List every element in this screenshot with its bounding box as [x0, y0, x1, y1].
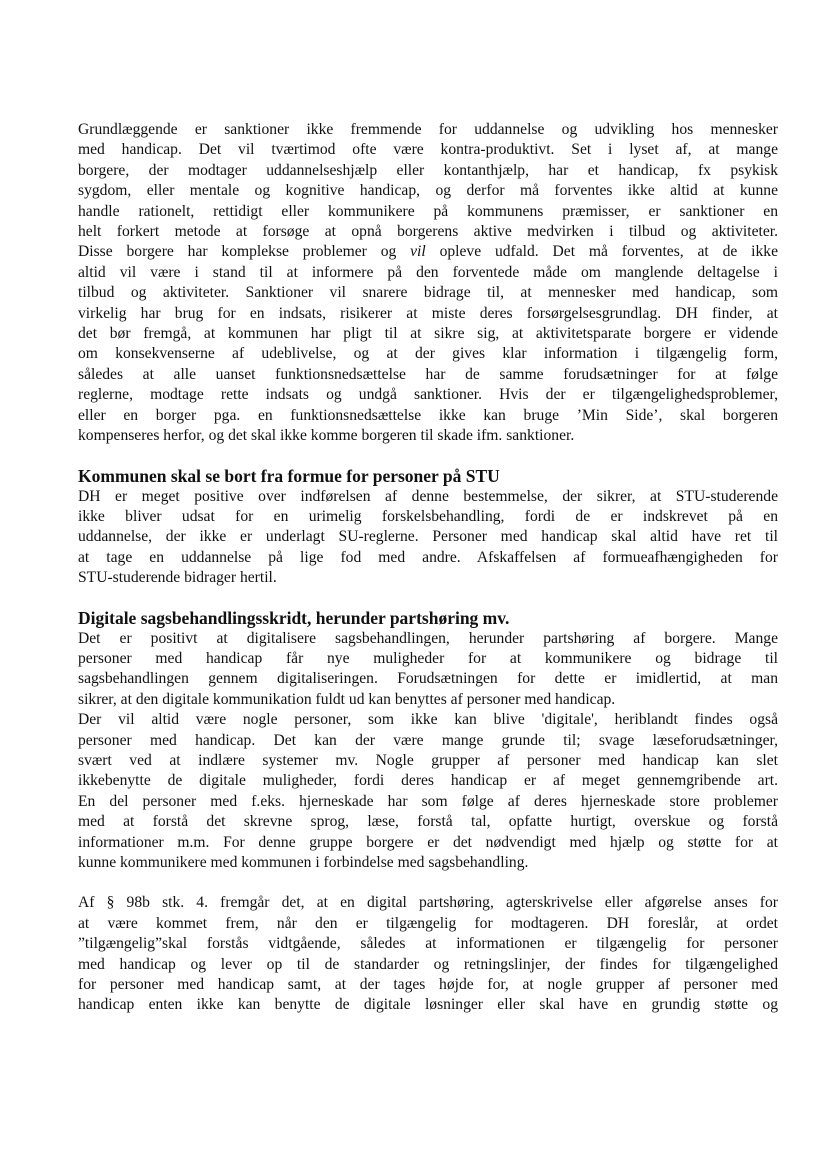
- text-line: at være kommet frem, når den er tilgængelig for modtageren. DH foreslår, at ordet: [78, 914, 778, 932]
- text-line: om konsekvenserne af udeblivelse, og at der gives klar information i tilgængelig form,: [78, 345, 778, 363]
- spacer: [78, 589, 778, 607]
- text-line: sagsbehandlingen gennem digitaliseringen. Forudsætningen for dette er imidlertid, at man: [78, 670, 778, 688]
- text-line: Grundlæggende er sanktioner ikke fremmende for uddannelse og udvikling hos mennesker: [78, 121, 778, 138]
- paragraph-digital: [78, 629, 778, 874]
- text-line: handicap enten ikke kan benytte de digitale løsninger eller skal have en grundig støtte og: [78, 996, 778, 1014]
- text-line: uddannelse, der ikke er underlagt SU-reglerne. Personer med handicap skal altid have ret til: [78, 528, 778, 546]
- text-line: personer med handicap. Det kan der være mange grunde til; svage læseforudsætninger,: [78, 731, 778, 749]
- text-line: helt forkert metode at forsøge at opnå borgerens aktive medvirken i tilbud og aktiviteter.: [78, 223, 778, 241]
- text-line: borgere, der modtager uddannelseshjælp eller kontanthjælp, har et handicap, fx psykisk: [78, 161, 778, 179]
- text-line: DH er meget positive over indførelsen af denne bestemmelse, der sikrer, at STU-studerende: [78, 487, 778, 505]
- text-line: for personer med handicap samt, at der tages højde for, at nogle grupper af personer med: [78, 976, 778, 994]
- text-line: det bør fremgå, at kommunen har pligt til at sikre sig, at aktivitetsparate borgere er vidende: [78, 325, 778, 343]
- text-line: med at forstå det skrevne sprog, læse, forstå tal, opfatte hurtigt, overskue og forstå: [78, 813, 778, 831]
- text-line: med handicap. Det vil tværtimod ofte være kontra-produktivt. Set i lyset af, at mange: [78, 141, 778, 159]
- text-line: at tage en uddannelse på lige fod med andre. Afskaffelsen af formueafhængigheden for: [78, 548, 778, 566]
- paragraph-sanctions: [78, 120, 778, 447]
- text-line: svært ved at indlære systemer mv. Nogle grupper af personer med handicap kan slet: [78, 751, 778, 769]
- text-fragment: Disse borgere har komplekse problemer og: [78, 243, 411, 261]
- text-line: kompenseres herfor, og det skal ikke komme borgeren til skade ifm. sanktioner.: [78, 427, 575, 445]
- text-line: ikke bliver udsat for en urimelig forskelsbehandling, fordi de er indskrevet på en: [78, 507, 778, 525]
- text-line: personer med handicap får nye muligheder for at kommunikere og bidrage til: [78, 649, 778, 667]
- spacer: [78, 447, 778, 465]
- text-line: reglerne, modtage rette indsats og undgå sanktioner. Hvis der er tilgængelighedsproblemer,: [78, 386, 778, 404]
- text-line: eller en borger pga. en funktionsnedsættelse ikke kan bruge ’Min Side’, skal borgeren: [78, 406, 778, 424]
- section-heading-stu: Kommunen skal se bort fra formue for personer på STU: [78, 465, 500, 486]
- spacer: [78, 873, 778, 893]
- paragraph-98b: [78, 893, 778, 1015]
- text-line: Det er positivt at digitalisere sagsbehandlingen, herunder partshøring af borgere. Mange: [78, 629, 778, 647]
- paragraph-stu: [78, 487, 778, 589]
- text-line: En del personer med f.eks. hjerneskade har som følge af deres hjerneskade store problemer: [78, 792, 778, 810]
- text-line: således at alle uanset funktionsnedsættelse har de samme forudsætninger for at følge: [78, 365, 778, 383]
- text-line: med handicap og lever op til de standarder og retningslinjer, der findes for tilgængelighed: [78, 955, 778, 973]
- text-line: handle rationelt, rettidigt eller kommunikere på kommunens præmisser, er sanktioner en: [78, 202, 778, 220]
- text-fragment: opleve udfald. Det må forventes, at de ikke: [425, 243, 778, 261]
- emphasis-text: vil: [410, 243, 426, 261]
- document-page: [78, 120, 778, 1016]
- text-line: STU-studerende bidrager hertil.: [78, 569, 277, 587]
- text-line: informationer m.m. For denne gruppe borgere er det nødvendigt med hjælp og støtte for at: [78, 833, 778, 851]
- text-line: tilbud og aktiviteter. Sanktioner vil snarere bidrage til, at mennesker med handicap, som: [78, 284, 778, 302]
- text-line: Der vil altid være nogle personer, som ikke kan blive 'digitale', heriblandt findes også: [78, 711, 778, 729]
- text-line: Af § 98b stk. 4. fremgår det, at en digital partshøring, agterskrivelse eller afgørelse anses for: [78, 894, 778, 912]
- text-line: ”tilgængelig”skal forstås vidtgående, således at informationen er tilgængelig for personer: [78, 935, 778, 953]
- text-line: sygdom, eller mentale og kognitive handicap, og derfor må forventes ikke altid at kunne: [78, 182, 778, 200]
- text-line: ikkebenytte de digitale muligheder, fordi deres handicap er af meget gennemgribende art.: [78, 772, 778, 790]
- text-line: kunne kommunikere med kommunen i forbindelse med sagsbehandling.: [78, 854, 529, 871]
- text-line: altid vil være i stand til at informere på den forventede måde om manglende deltagelse i: [78, 263, 778, 281]
- text-line: sikrer, at den digitale kommunikation fuldt ud kan benyttes af personer med handicap.: [78, 690, 616, 708]
- text-line-with-emphasis: [78, 242, 778, 262]
- text-line: virkelig har brug for en indsats, risikerer at miste deres forsørgelsesgrundlag. DH finder, at: [78, 304, 778, 322]
- section-heading-digital: Digitale sagsbehandlingsskridt, herunder partshøring mv.: [78, 607, 510, 628]
